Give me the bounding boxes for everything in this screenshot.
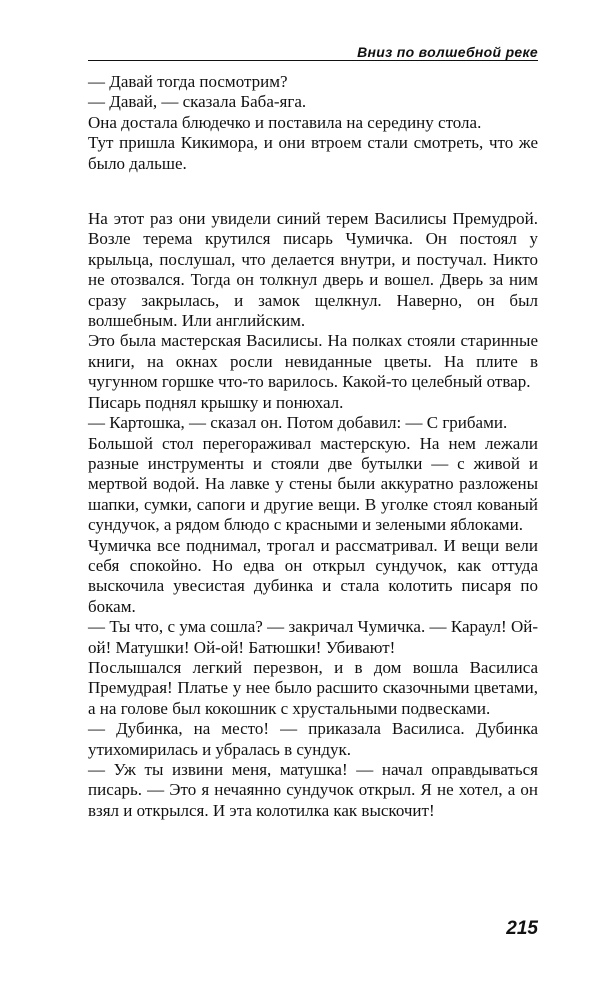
paragraph-11: — Ты что, с ума сошла? — закричал Чумичка. — Караул! Ой-ой! Матушки! Ой-ой! Батюшки! Убивают! [88, 617, 538, 657]
paragraph-2: — Давай, — сказала Баба-яга. [88, 92, 307, 112]
running-title: Вниз по волшебной реке [357, 44, 538, 60]
paragraph-9: Большой стол перегораживал мастерскую. На нем лежали разные инструменты и стояли две бутылки — с живой и мертвой водой. На лавке у стены были аккуратно разложены шапки, сумки, сапоги и другие вещи. В уголке стоял кованый сундучок, а рядом блюдо с красными и зелеными яблоками. [88, 433, 538, 535]
body-text [88, 72, 538, 821]
header-rule [88, 60, 538, 61]
paragraph-12: Послышался легкий перезвон, и в дом вошла Василиса Премудрая! Платье у нее было расшито сказочными цветами, а на голове был кокошник с хрустальными подвесками. [88, 657, 538, 718]
section-break [88, 174, 538, 209]
paragraph-8: — Картошка, — сказал он. Потом добавил: — С грибами. [88, 413, 508, 433]
paragraph-6: Это была мастерская Василисы. На полках стояли старинные книги, на окнах росли невиданные цветы. На плите в чугунном горшке что-то варилось. Какой-то целебный отвар. [88, 331, 538, 392]
paragraph-3: Она достала блюдечко и поставила на середину стола. [88, 112, 482, 132]
paragraph-14: — Уж ты извини меня, матушка! — начал оправдываться писарь. — Это я нечаянно сундучок открыл. Я не хотел, а он взял и открылся. И эта колотилка как выскочит! [88, 760, 538, 820]
paragraph-5: На этот раз они увидели синий терем Василисы Премудрой. Возле терема крутился писарь Чумичка. Он постоял у крыльца, послушал, что делается внутри, и постучал. Никто не отозвался. Тогда он толкнул дверь и вошел. Дверь за ним сразу закрылась, и замок щелкнул. Наверно, он был волшебным. Или английским. [88, 209, 538, 331]
paragraph-10: Чумичка все поднимал, трогал и рассматривал. И вещи вели себя спокойно. Но едва он открыл сундучок, как оттуда выскочила увесистая дубинка и стала колотить писаря по бокам. [88, 535, 538, 616]
paragraph-13: — Дубинка, на место! — приказала Василиса. Дубинка утихомирилась и убралась в сундук. [88, 719, 538, 759]
paragraph-4: Тут пришла Кикимора, и они втроем стали смотреть, что же было дальше. [88, 133, 538, 173]
paragraph-1: — Давай тогда посмотрим? [88, 72, 288, 91]
paragraph-7: Писарь поднял крышку и понюхал. [88, 392, 344, 412]
page-number: 215 [506, 918, 538, 939]
